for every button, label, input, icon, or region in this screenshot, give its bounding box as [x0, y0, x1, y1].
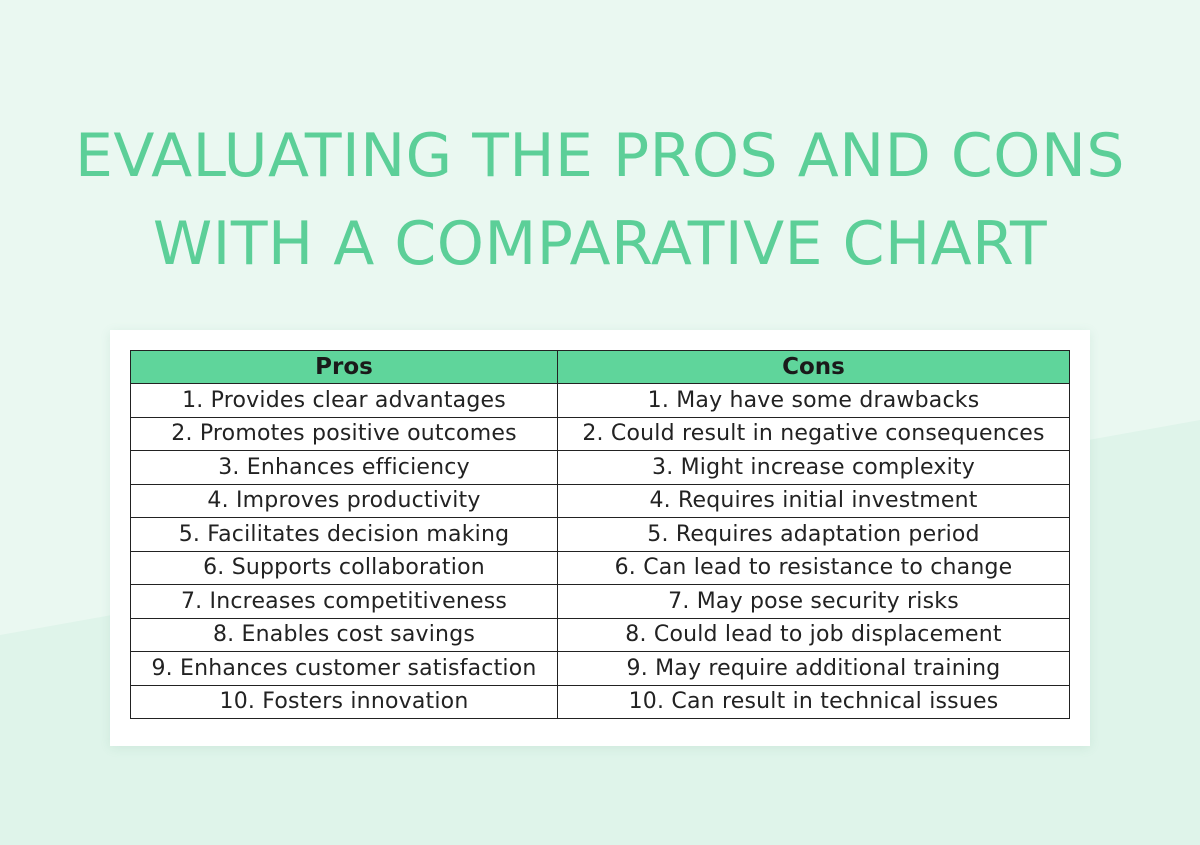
pros-cell: 10. Fosters innovation [131, 685, 558, 719]
table-header-row [131, 351, 1070, 384]
page-title [0, 112, 1200, 288]
pros-cell: 8. Enables cost savings [131, 618, 558, 652]
table-card [110, 330, 1090, 746]
pros-cons-table [130, 350, 1070, 719]
table-row [131, 618, 1070, 652]
table-row [131, 551, 1070, 585]
cons-cell: 8. Could lead to job displacement [558, 618, 1070, 652]
pros-cell: 3. Enhances efficiency [131, 451, 558, 485]
table-row [131, 484, 1070, 518]
pros-cell: 2. Promotes positive outcomes [131, 417, 558, 451]
cons-cell: 1. May have some drawbacks [558, 384, 1070, 418]
cons-cell: 5. Requires adaptation period [558, 518, 1070, 552]
cons-cell: 7. May pose security risks [558, 585, 1070, 619]
cons-cell: 9. May require additional training [558, 652, 1070, 686]
table-row [131, 585, 1070, 619]
pros-cell: 1. Provides clear advantages [131, 384, 558, 418]
pros-cell: 9. Enhances customer satisfaction [131, 652, 558, 686]
page-title-line-1: EVALUATING THE PROS AND CONS [75, 121, 1125, 191]
cons-cell: 2. Could result in negative consequences [558, 417, 1070, 451]
table-row [131, 518, 1070, 552]
cons-cell: 3. Might increase complexity [558, 451, 1070, 485]
column-header-pros: Pros [131, 351, 558, 384]
pros-cell: 4. Improves productivity [131, 484, 558, 518]
table-row [131, 384, 1070, 418]
column-header-cons: Cons [558, 351, 1070, 384]
pros-cell: 5. Facilitates decision making [131, 518, 558, 552]
table-row [131, 652, 1070, 686]
table-row [131, 417, 1070, 451]
table-row [131, 451, 1070, 485]
pros-cell: 7. Increases competitiveness [131, 585, 558, 619]
pros-cell: 6. Supports collaboration [131, 551, 558, 585]
page-title-line-2: WITH A COMPARATIVE CHART [152, 209, 1048, 279]
cons-cell: 6. Can lead to resistance to change [558, 551, 1070, 585]
cons-cell: 4. Requires initial investment [558, 484, 1070, 518]
cons-cell: 10. Can result in technical issues [558, 685, 1070, 719]
table-row [131, 685, 1070, 719]
